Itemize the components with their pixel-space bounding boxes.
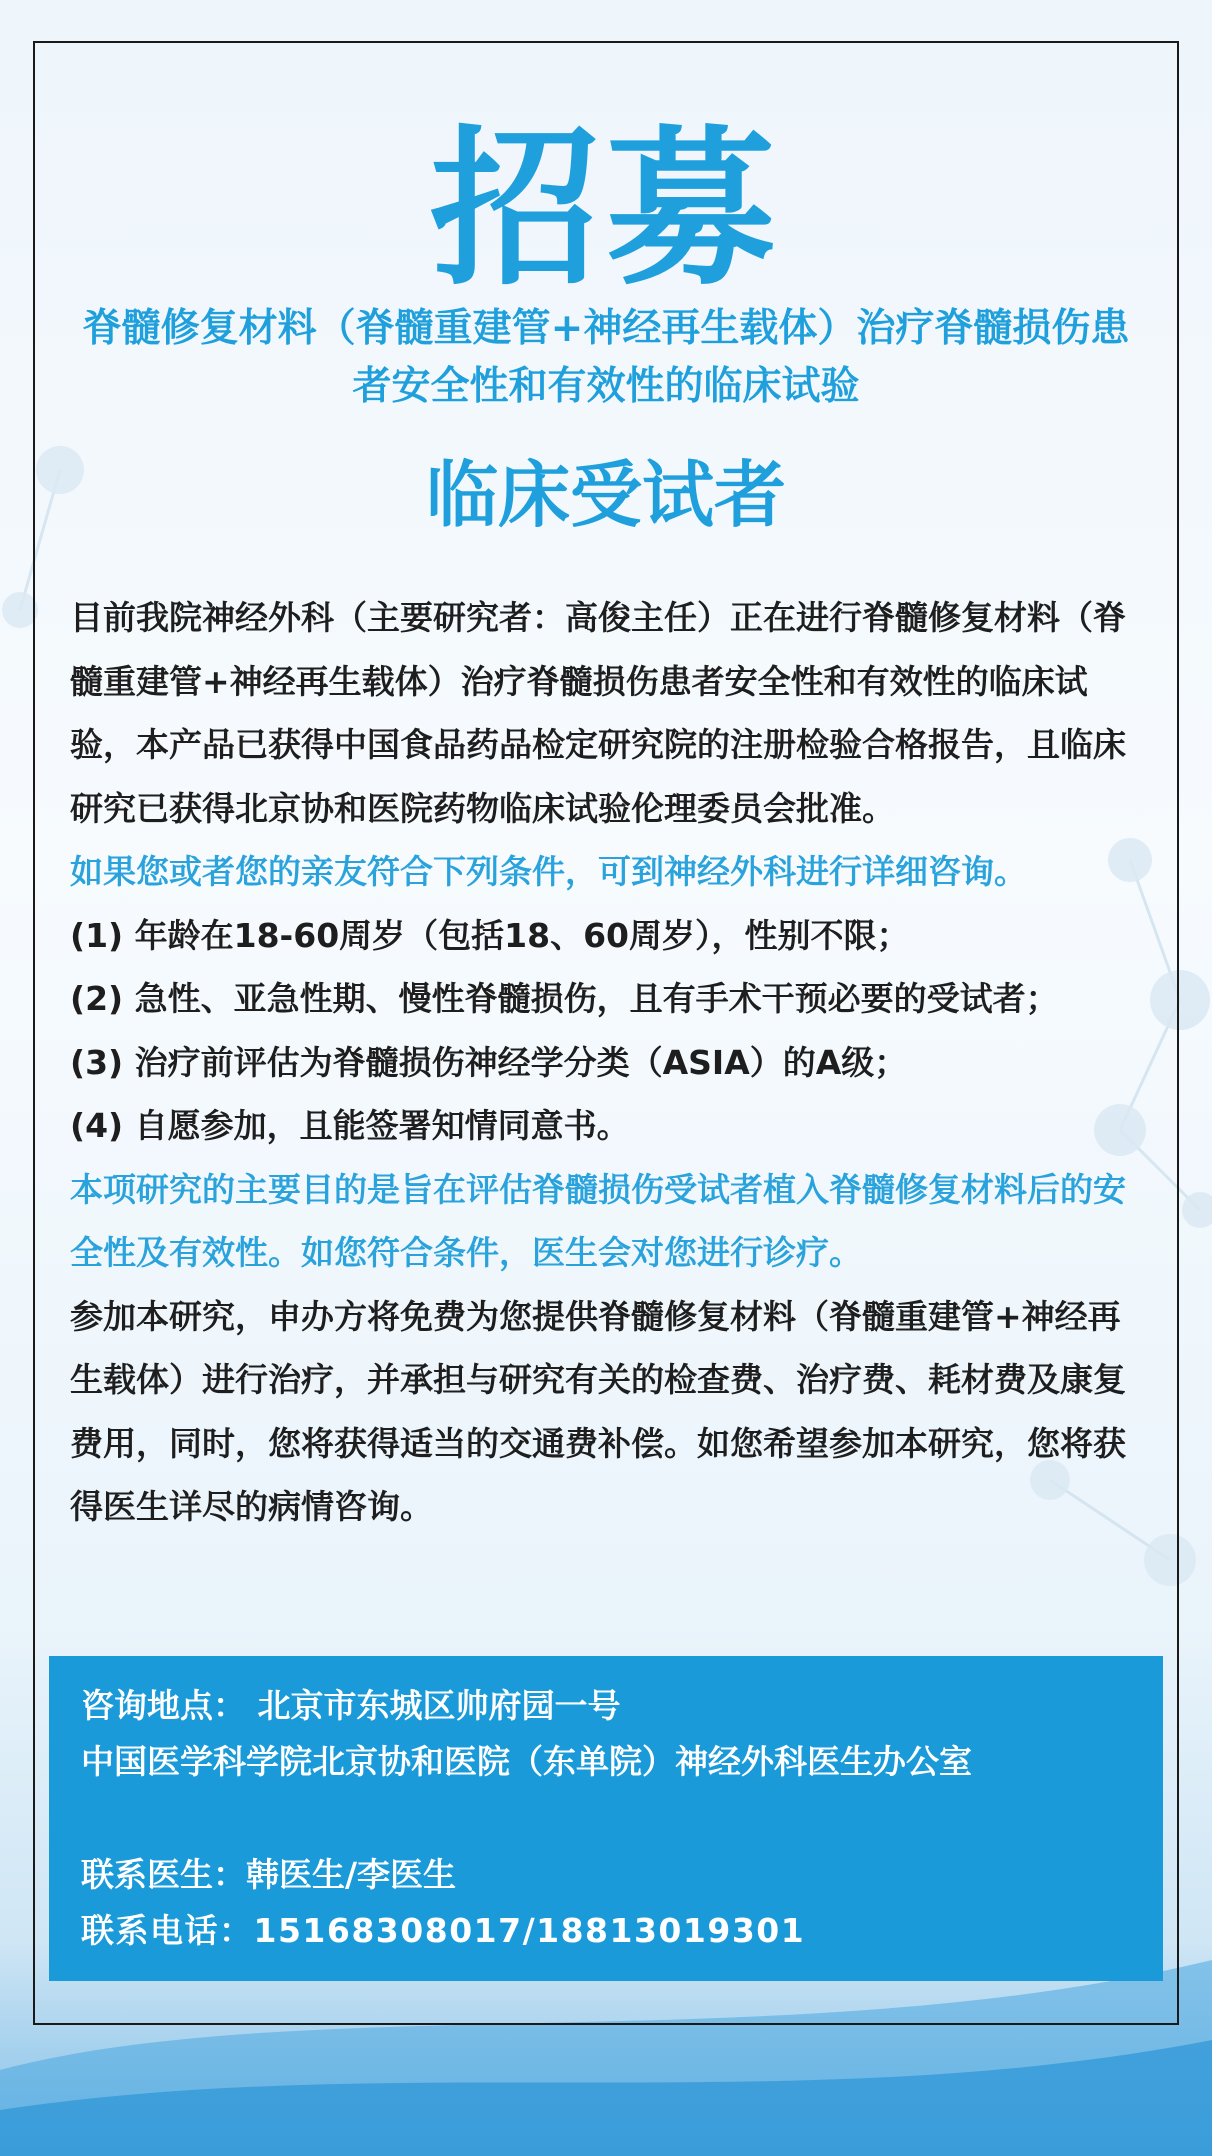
criteria-item: (4) 自愿参加，且能签署知情同意书。 bbox=[70, 1106, 630, 1145]
criteria-item: (2) 急性、亚急性期、慢性脊髓损伤，且有手术干预必要的受试者； bbox=[70, 979, 1059, 1018]
cta-line: 如果您或者您的亲友符合下列条件，可到神经外科进行详细咨询。 bbox=[70, 852, 1027, 891]
intro-paragraph: 目前我院神经外科（主要研究者：高俊主任）正在进行脊髓修复材料（脊髓重建管+神经再生载体）治疗脊髓损伤患者安全性和有效性的临床试验，本产品已获得中国食品药品检定研究院的注册检验合格报告，且临床研究已获得北京协和医院药物临床试验伦理委员会批准。 bbox=[70, 598, 1126, 828]
criteria-item: (3) 治疗前评估为脊髓损伤神经学分类（ASIA）的A级； bbox=[70, 1042, 908, 1082]
spacer bbox=[81, 1790, 1131, 1847]
contact-info-box bbox=[49, 1656, 1163, 1981]
consult-hospital: 中国医学科学院北京协和医院（东单院）神经外科医生办公室 bbox=[81, 1742, 972, 1781]
benefits-paragraph: 参加本研究，申办方将免费为您提供脊髓修复材料（脊髓重建管+神经再生载体）进行治疗，并承担与研究有关的检查费、治疗费、耗材费及康复费用，同时，您将获得适当的交通费补偿。如您希望参加本研究，您将获得医生详尽的病情咨询。 bbox=[70, 1296, 1126, 1526]
criteria-item: (1) 年龄在18-60周岁（包括18、60周岁），性别不限； bbox=[70, 915, 910, 955]
hero-title: 招募 bbox=[429, 111, 782, 309]
trial-subtitle: 脊髓修复材料（脊髓重建管+神经再生载体）治疗脊髓损伤患者安全性和有效性的临床试验 bbox=[82, 306, 1130, 409]
poster-body bbox=[70, 586, 1142, 1539]
consult-location: 咨询地点： 北京市东城区帅府园一号 bbox=[81, 1686, 621, 1725]
contact-phone: 联系电话：15168308017/18813019301 bbox=[81, 1911, 806, 1950]
recruit-heading: 临床受试者 bbox=[425, 453, 786, 537]
purpose-paragraph: 本项研究的主要目的是旨在评估脊髓损伤受试者植入脊髓修复材料后的安全性及有效性。如您符合条件，医生会对您进行诊疗。 bbox=[70, 1169, 1126, 1272]
contact-doctor: 联系医生：韩医生/李医生 bbox=[81, 1855, 457, 1894]
